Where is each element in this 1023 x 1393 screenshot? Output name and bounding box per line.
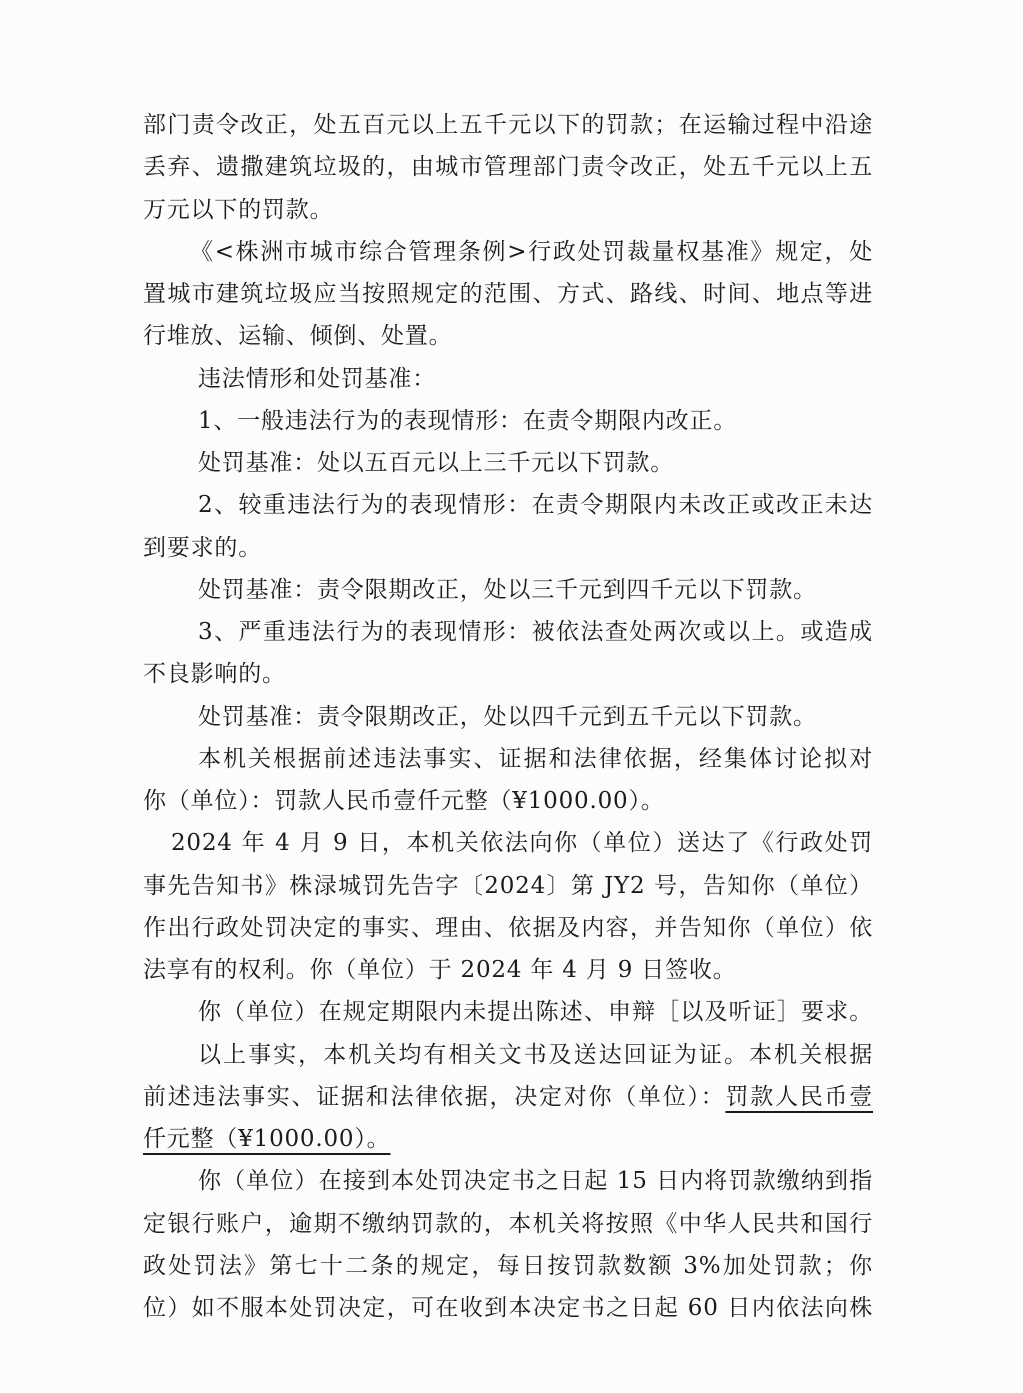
text-line: 部门责令改正，处五百元以上五千元以下的罚款；在运输过程中沿途 bbox=[143, 112, 873, 138]
text-line: 3、严重违法行为的表现情形：被依法查处两次或以上。或造成 bbox=[198, 619, 873, 645]
text-line: 不良影响的。 bbox=[143, 661, 286, 688]
text-line: 《<株洲市城市综合管理条例>行政处罚裁量权基准》规定，处 bbox=[190, 238, 873, 265]
paragraph-serious-violation bbox=[143, 484, 873, 569]
text-line: 处罚基准：处以五百元以上三千元以下罚款。 bbox=[198, 450, 674, 476]
text-line: 到要求的。 bbox=[143, 534, 262, 561]
text-line: 置城市建筑垃圾应当按照规定的范围、方式、路线、时间、地点等进 bbox=[143, 281, 873, 307]
text-line: 丢弃、遗撒建筑垃圾的，由城市管理部门责令改正，处五千元以上五 bbox=[143, 154, 873, 181]
paragraph-penalty-clause bbox=[143, 104, 873, 231]
paragraph-serious-penalty bbox=[143, 569, 873, 611]
document-body bbox=[143, 104, 873, 1329]
text-line: 法享有的权利。你（单位）于 2024 年 4 月 9 日签收。 bbox=[143, 957, 737, 983]
text-line: 1、一般违法行为的表现情形：在责令期限内改正。 bbox=[198, 407, 738, 434]
decision-text: 前述违法事实、证据和法律依据，决定对你（单位）： bbox=[143, 1083, 726, 1110]
text-line: 本机关根据前述违法事实、证据和法律依据，经集体讨论拟对 bbox=[198, 745, 873, 772]
text-line: 以上事实，本机关均有相关文书及送达回证为证。本机关根据 bbox=[198, 1041, 873, 1068]
paragraph-prior-notice bbox=[143, 822, 873, 991]
text-line: 定银行账户，逾期不缴纳罚款的，本机关将按照《中华人民共和国行 bbox=[143, 1210, 873, 1237]
paragraph-payment-instructions bbox=[143, 1160, 873, 1329]
text-line: 2、较重违法行为的表现情形：在责令期限内未改正或改正未达 bbox=[198, 492, 873, 519]
paragraph-proposed-penalty bbox=[143, 738, 873, 823]
text-line: 违法情形和处罚基准： bbox=[198, 365, 436, 392]
paragraph-severe-penalty bbox=[143, 696, 873, 738]
text-line bbox=[143, 1076, 873, 1118]
text-line: 作出行政处罚决定的事实、理由、依据及内容，并告知你（单位）依 bbox=[143, 914, 873, 941]
paragraph-discretion-standard bbox=[143, 231, 873, 358]
paragraph-general-penalty bbox=[143, 442, 873, 484]
paragraph-general-violation bbox=[143, 400, 873, 442]
text-line: 处罚基准：责令限期改正，处以四千元到五千元以下罚款。 bbox=[198, 703, 817, 730]
text-line: 你（单位）在规定期限内未提出陈述、申辩［以及听证］要求。 bbox=[198, 999, 873, 1026]
decision-amount-underlined: 仟元整（¥1000.00）。 bbox=[143, 1126, 391, 1152]
decision-amount-underlined: 罚款人民币壹 bbox=[725, 1083, 873, 1110]
paragraph-violation-heading bbox=[143, 358, 873, 400]
text-line: 事先告知书》株渌城罚先告字〔2024〕第 JY2 号，告知你（单位） bbox=[143, 872, 873, 899]
text-line: 处罚基准：责令限期改正，处以三千元到四千元以下罚款。 bbox=[198, 576, 817, 603]
text-line: 你（单位）在接到本处罚决定书之日起 15 日内将罚款缴纳到指 bbox=[198, 1168, 873, 1195]
text-line: 政处罚法》第七十二条的规定，每日按罚款数额 3%加处罚款；你 bbox=[143, 1252, 873, 1279]
paragraph-no-statement bbox=[143, 991, 873, 1033]
paragraph-severe-violation bbox=[143, 611, 873, 696]
paragraph-decision bbox=[143, 1034, 873, 1161]
text-line bbox=[143, 1118, 873, 1160]
text-line: 行堆放、运输、倾倒、处置。 bbox=[143, 323, 453, 350]
text-line: 你（单位）：罚款人民币壹仟元整（¥1000.00）。 bbox=[143, 788, 665, 814]
text-line: 万元以下的罚款。 bbox=[143, 196, 334, 223]
text-line: 2024 年 4 月 9 日，本机关依法向你（单位）送达了《行政处罚 bbox=[171, 830, 873, 857]
text-line: 位）如不服本处罚决定，可在收到本决定书之日起 60 日内依法向株 bbox=[143, 1295, 873, 1321]
